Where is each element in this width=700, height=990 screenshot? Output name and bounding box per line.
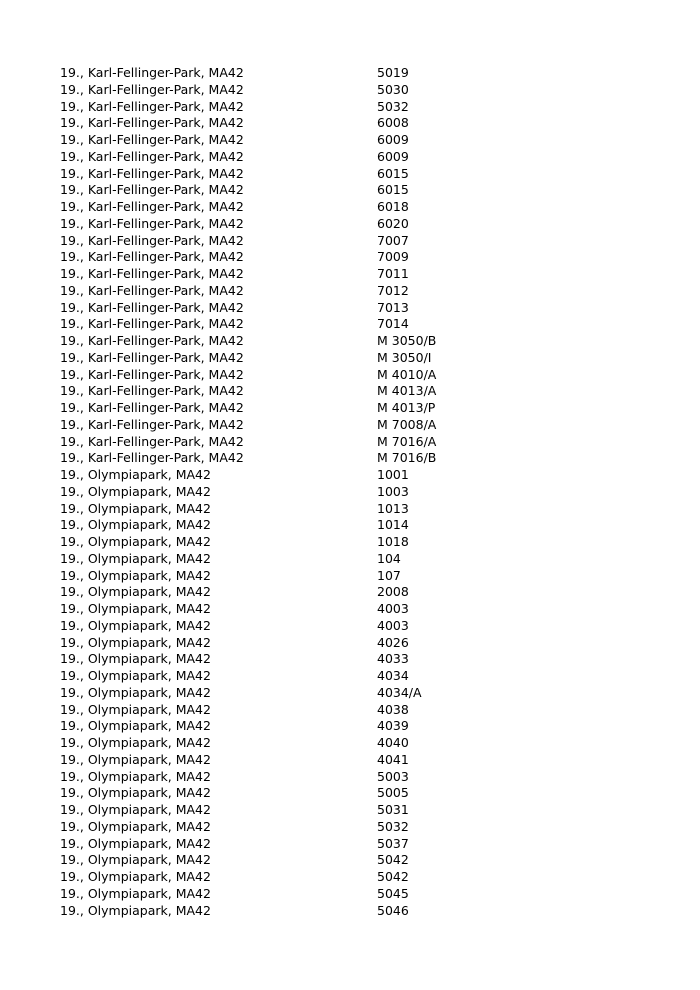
list-item — [60, 551, 660, 568]
location-text: 19., Karl-Fellinger-Park, MA42 — [60, 215, 244, 231]
code-text: 5045 — [377, 885, 409, 901]
list-item — [60, 802, 660, 819]
location-text: 19., Karl-Fellinger-Park, MA42 — [60, 450, 244, 466]
location-text: 19., Karl-Fellinger-Park, MA42 — [60, 349, 244, 365]
code-text: 5019 — [377, 65, 409, 80]
location-text: 19., Karl-Fellinger-Park, MA42 — [60, 65, 244, 80]
code-text: M 3050/I — [377, 349, 432, 365]
list-item — [60, 836, 660, 853]
location-text: 19., Olympiapark, MA42 — [60, 467, 211, 482]
location-text: 19., Karl-Fellinger-Park, MA42 — [60, 148, 244, 164]
code-text: 5046 — [377, 902, 409, 918]
code-text: 4003 — [377, 601, 409, 616]
location-text: 19., Olympiapark, MA42 — [60, 885, 211, 901]
list-item — [60, 601, 660, 618]
code-text: 5031 — [377, 802, 409, 817]
location-text: 19., Karl-Fellinger-Park, MA42 — [60, 132, 244, 147]
code-text: 4041 — [377, 751, 409, 767]
location-text: 19., Olympiapark, MA42 — [60, 718, 211, 734]
list-item — [60, 869, 660, 886]
location-text: 19., Olympiapark, MA42 — [60, 684, 211, 700]
code-text: 6018 — [377, 199, 409, 214]
code-text: 2008 — [377, 584, 409, 600]
location-text: 19., Karl-Fellinger-Park, MA42 — [60, 433, 244, 449]
code-text: 1003 — [377, 483, 409, 499]
list-item — [60, 467, 660, 484]
code-text: 6009 — [377, 132, 409, 147]
location-text: 19., Olympiapark, MA42 — [60, 835, 211, 851]
code-text: 7009 — [377, 249, 409, 265]
code-text: 107 — [377, 567, 401, 583]
location-text: 19., Karl-Fellinger-Park, MA42 — [60, 115, 244, 131]
location-text: 19., Olympiapark, MA42 — [60, 751, 211, 767]
list-item — [60, 534, 660, 551]
code-text: 5032 — [377, 98, 409, 114]
code-text: 4034 — [377, 668, 409, 683]
location-text: 19., Olympiapark, MA42 — [60, 517, 211, 533]
list-item — [60, 65, 660, 82]
list-item — [60, 769, 660, 786]
code-text: 5003 — [377, 768, 409, 784]
list-item — [60, 383, 660, 400]
list-item — [60, 651, 660, 668]
list-item — [60, 635, 660, 652]
list-item — [60, 350, 660, 367]
location-text: 19., Olympiapark, MA42 — [60, 634, 211, 650]
location-text: 19., Karl-Fellinger-Park, MA42 — [60, 282, 244, 298]
list-item — [60, 300, 660, 317]
code-text: 6020 — [377, 215, 409, 231]
list-item — [60, 618, 660, 635]
code-text: M 4013/P — [377, 400, 436, 415]
location-text: 19., Olympiapark, MA42 — [60, 584, 211, 600]
list-item — [60, 434, 660, 451]
code-text: 7011 — [377, 266, 409, 281]
list-item — [60, 132, 660, 149]
code-text: 7013 — [377, 299, 409, 315]
list-item — [60, 115, 660, 132]
code-text: 7007 — [377, 232, 409, 248]
list-item — [60, 417, 660, 434]
code-text: 4038 — [377, 701, 409, 717]
list-item — [60, 149, 660, 166]
location-text: 19., Karl-Fellinger-Park, MA42 — [60, 299, 244, 315]
list-item — [60, 333, 660, 350]
code-text: M 4010/A — [377, 366, 437, 382]
code-text: 104 — [377, 550, 401, 566]
code-text: M 7016/A — [377, 433, 437, 449]
list-item — [60, 517, 660, 534]
list-item — [60, 199, 660, 216]
code-text: 6015 — [377, 165, 409, 181]
location-text: 19., Karl-Fellinger-Park, MA42 — [60, 400, 244, 415]
list-item — [60, 584, 660, 601]
list-item — [60, 182, 660, 199]
list-item — [60, 903, 660, 920]
location-text: 19., Karl-Fellinger-Park, MA42 — [60, 232, 244, 248]
code-text: 5030 — [377, 81, 409, 97]
location-text: 19., Karl-Fellinger-Park, MA42 — [60, 383, 244, 399]
code-text: 7014 — [377, 316, 409, 332]
code-text: 1001 — [377, 467, 409, 482]
list-item — [60, 266, 660, 283]
location-text: 19., Olympiapark, MA42 — [60, 869, 211, 884]
location-text: 19., Olympiapark, MA42 — [60, 768, 211, 784]
code-text: 7012 — [377, 282, 409, 298]
list-item — [60, 886, 660, 903]
code-text: 4034/A — [377, 684, 422, 700]
list-item — [60, 367, 660, 384]
code-text: 1018 — [377, 534, 409, 549]
location-text: 19., Karl-Fellinger-Park, MA42 — [60, 81, 244, 97]
code-text: 4003 — [377, 617, 409, 633]
list-item — [60, 484, 660, 501]
location-text: 19., Olympiapark, MA42 — [60, 668, 211, 683]
code-text: 6008 — [377, 115, 409, 131]
list-item — [60, 233, 660, 250]
location-text: 19., Olympiapark, MA42 — [60, 601, 211, 616]
location-text: 19., Olympiapark, MA42 — [60, 534, 211, 549]
location-text: 19., Olympiapark, MA42 — [60, 617, 211, 633]
code-text: 4026 — [377, 634, 409, 650]
location-text: 19., Karl-Fellinger-Park, MA42 — [60, 165, 244, 181]
code-text: M 3050/B — [377, 333, 437, 348]
location-text: 19., Karl-Fellinger-Park, MA42 — [60, 182, 244, 198]
list-item — [60, 718, 660, 735]
list-item — [60, 216, 660, 233]
code-text: 5032 — [377, 818, 409, 834]
location-text: 19., Olympiapark, MA42 — [60, 852, 211, 868]
list-item — [60, 82, 660, 99]
location-text: 19., Karl-Fellinger-Park, MA42 — [60, 199, 244, 214]
location-text: 19., Karl-Fellinger-Park, MA42 — [60, 249, 244, 265]
list-item — [60, 501, 660, 518]
list-item — [60, 668, 660, 685]
location-text: 19., Karl-Fellinger-Park, MA42 — [60, 316, 244, 332]
location-text: 19., Olympiapark, MA42 — [60, 902, 211, 918]
list-item — [60, 166, 660, 183]
list-item — [60, 568, 660, 585]
location-text: 19., Karl-Fellinger-Park, MA42 — [60, 98, 244, 114]
location-text: 19., Olympiapark, MA42 — [60, 701, 211, 717]
code-text: 1013 — [377, 500, 409, 516]
code-text: M 4013/A — [377, 383, 437, 399]
location-text: 19., Karl-Fellinger-Park, MA42 — [60, 366, 244, 382]
list-item — [60, 685, 660, 702]
code-text: M 7008/A — [377, 416, 437, 432]
location-text: 19., Olympiapark, MA42 — [60, 818, 211, 834]
list-item — [60, 249, 660, 266]
location-text: 19., Karl-Fellinger-Park, MA42 — [60, 333, 244, 348]
code-text: 6009 — [377, 148, 409, 164]
record-list — [60, 65, 660, 919]
code-text: 4039 — [377, 718, 409, 734]
code-text: M 7016/B — [377, 450, 437, 466]
list-item — [60, 450, 660, 467]
list-item — [60, 819, 660, 836]
code-text: 4040 — [377, 735, 409, 750]
list-item — [60, 283, 660, 300]
code-text: 5042 — [377, 869, 409, 884]
code-text: 5042 — [377, 852, 409, 868]
location-text: 19., Karl-Fellinger-Park, MA42 — [60, 266, 244, 281]
code-text: 4033 — [377, 651, 409, 667]
list-item — [60, 400, 660, 417]
location-text: 19., Olympiapark, MA42 — [60, 802, 211, 817]
location-text: 19., Olympiapark, MA42 — [60, 785, 211, 801]
location-text: 19., Olympiapark, MA42 — [60, 550, 211, 566]
location-text: 19., Olympiapark, MA42 — [60, 651, 211, 667]
location-text: 19., Olympiapark, MA42 — [60, 735, 211, 750]
code-text: 5037 — [377, 835, 409, 851]
location-text: 19., Karl-Fellinger-Park, MA42 — [60, 416, 244, 432]
code-text: 5005 — [377, 785, 409, 801]
code-text: 6015 — [377, 182, 409, 198]
location-text: 19., Olympiapark, MA42 — [60, 567, 211, 583]
list-item — [60, 316, 660, 333]
location-text: 19., Olympiapark, MA42 — [60, 500, 211, 516]
code-text: 1014 — [377, 517, 409, 533]
list-item — [60, 99, 660, 116]
list-item — [60, 752, 660, 769]
list-item — [60, 785, 660, 802]
list-item — [60, 735, 660, 752]
list-item — [60, 702, 660, 719]
location-text: 19., Olympiapark, MA42 — [60, 483, 211, 499]
list-item — [60, 852, 660, 869]
